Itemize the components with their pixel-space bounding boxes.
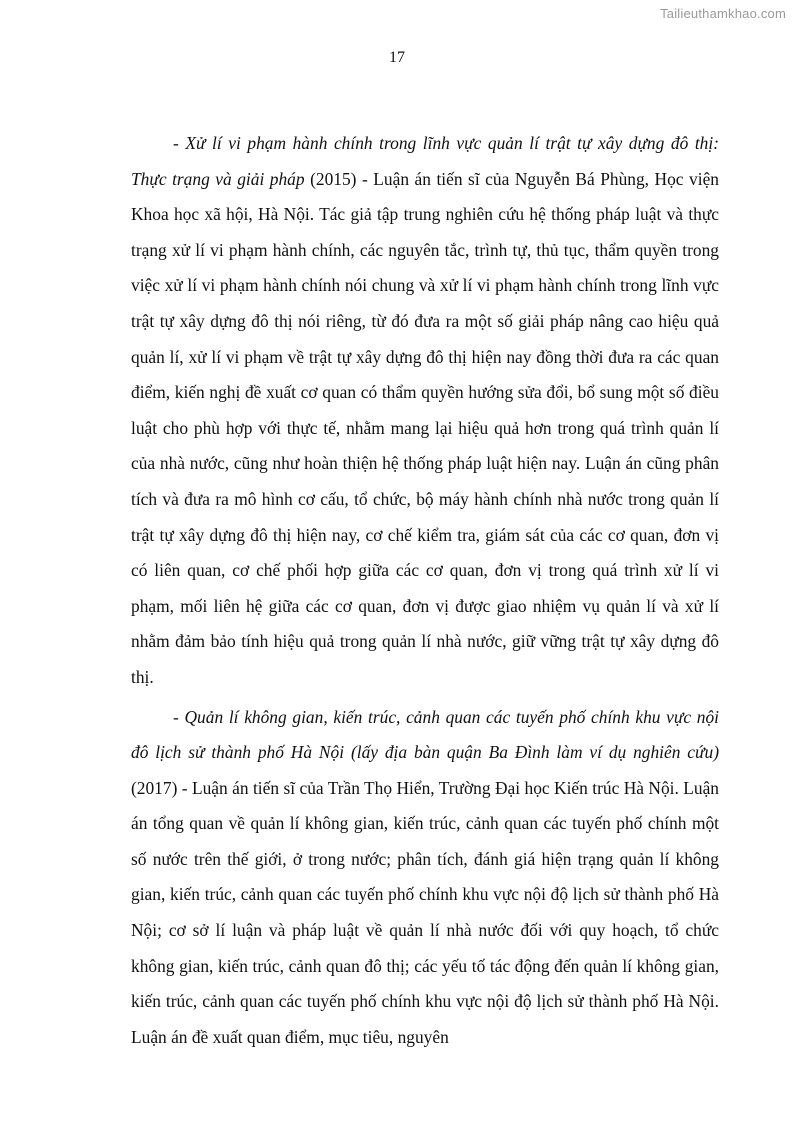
document-body (131, 126, 719, 1055)
paragraph-2 (131, 700, 719, 1056)
paragraph-2-body: (2017) - Luận án tiến sĩ của Trần Thọ Hiển, Trường Đại học Kiến trúc Hà Nội. Luận án tổng quan về quản lí không gian, kiến trúc, cảnh quan các tuyến phố chính một số nước trên thế giới, ở trong nước; phân tích, đánh giá hiện trạng quản lí không gian, kiến trúc, cảnh quan các tuyến phố chính khu vực nội độ lịch sử thành phố Hà Nội; cơ sở lí luận và pháp luật về quản lí nhà nước đối với quy hoạch, tổ chức không gian, kiến trúc, cảnh quan đô thị; các yếu tố tác động đến quản lí không gian, kiến trúc, cảnh quan các tuyến phố chính khu vực nội độ lịch sử thành phố Hà Nội. Luận án đề xuất quan điểm, mục tiêu, nguyên (131, 777, 719, 1047)
page-number: 17 (389, 49, 405, 66)
watermark-text: Tailieuthamkhao.com (660, 6, 786, 21)
paragraph-1-body: (2015) - Luận án tiến sĩ của Nguyễn Bá Phùng, Học viện Khoa học xã hội, Hà Nội. Tác giả tập trung nghiên cứu hệ thống pháp luật và thực trạng xử lí vi phạm hành chính, các nguyên tắc, trình tự, thủ tục, thẩm quyền trong việc xử lí vi phạm hành chính nói chung và xử lí vi phạm hành chính trong lĩnh vực trật tự xây dựng đô thị nói riêng, từ đó đưa ra một số giải pháp nâng cao hiệu quả quản lí, xử lí vi phạm về trật tự xây dựng đô thị hiện nay đồng thời đưa ra các quan điểm, kiến nghị đề xuất cơ quan có thẩm quyền hướng sửa đổi, bổ sung một số điều luật cho phù hợp với thực tế, nhằm mang lại hiệu quả hơn trong quá trình quản lí của nhà nước, cũng như hoàn thiện hệ thống pháp luật hiện nay. Luận án cũng phân tích và đưa ra mô hình cơ cấu, tổ chức, bộ máy hành chính nhà nước trong quản lí trật tự xây dựng đô thị hiện nay, cơ chế kiểm tra, giám sát của các cơ quan, đơn vị có liên quan, cơ chế phối hợp giữa các cơ quan, đơn vị trong quá trình xử lí vi phạm, mối liên hệ giữa các cơ quan, đơn vị được giao nhiệm vụ quản lí và xử lí nhằm đảm bảo tính hiệu quả trong quản lí nhà nước, giữ vững trật tự xây dựng đô thị. (131, 168, 719, 687)
paragraph-1-title: Xử lí vi phạm hành chính trong lĩnh vực quản lí trật tự xây dựng đô thị: Thực trạng và giải pháp (131, 133, 719, 189)
paragraph-1 (131, 126, 719, 696)
paragraph-2-title: Quản lí không gian, kiến trúc, cảnh quan các tuyến phố chính khu vực nội đô lịch sử thành phố Hà Nội (lấy địa bàn quận Ba Đình làm ví dụ nghiên cứu) (131, 706, 720, 763)
paragraph-2-prefix: - (173, 706, 185, 727)
paragraph-1-prefix: - (173, 133, 186, 153)
